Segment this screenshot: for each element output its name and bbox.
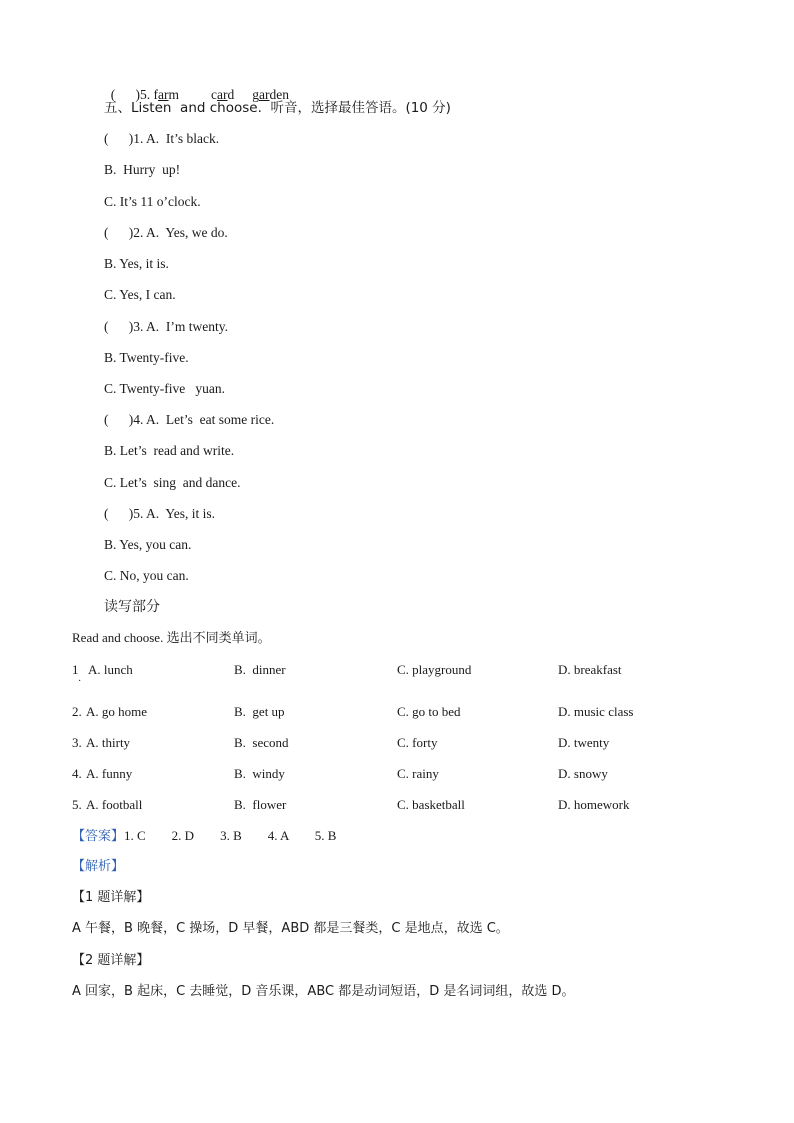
row2-option-c: C. go to bed xyxy=(397,704,461,719)
listen-q1-b: B. Hurry up! xyxy=(104,162,181,177)
section5-heading: 五、Listen and choose. 听音，选择最佳答语。(10 分) xyxy=(104,100,451,116)
answer-label: 【答案】 xyxy=(72,829,125,844)
listen-q3-b: B. Twenty-five. xyxy=(104,350,189,365)
word-garden: garden xyxy=(252,87,290,102)
listen-q1-a: ( )1. A. It’s black. xyxy=(104,131,220,146)
word-farm: farm xyxy=(153,87,180,102)
q1-detail-text: A 午餐，B 晚餐，C 操场，D 早餐，ABD 都是三餐类，C 是地点，故选 C。 xyxy=(72,921,509,936)
word-card: card xyxy=(211,87,235,102)
row1-num: 1 xyxy=(72,662,79,677)
row1-dot: · xyxy=(78,676,82,687)
row2-num: 2. xyxy=(72,704,85,719)
row1-option-b: B. dinner xyxy=(234,662,286,677)
row2-option-b: B. get up xyxy=(234,704,285,719)
analysis-label: 【解析】 xyxy=(72,859,125,874)
row4-num: 4. xyxy=(72,766,85,781)
row4-option-d: D. snowy xyxy=(558,766,608,781)
listen-q5-a: ( )5. A. Yes, it is. xyxy=(104,506,216,521)
row5-option-a: A. football xyxy=(86,797,143,812)
listen-q3-a: ( )3. A. I’m twenty. xyxy=(104,319,228,334)
row3-option-c: C. forty xyxy=(397,735,438,750)
listen-q4-b: B. Let’s read and write. xyxy=(104,443,235,458)
row3-num: 3. xyxy=(72,735,85,750)
row5-option-c: C. basketball xyxy=(397,797,465,812)
listen-q3-c: C. Twenty-five yuan. xyxy=(104,381,226,396)
listen-q4-a: ( )4. A. Let’s eat some rice. xyxy=(104,412,275,427)
q5-prefix: ( )5. xyxy=(110,87,154,102)
reading-instruction: Read and choose. 选出不同类单词。 xyxy=(72,630,271,645)
listen-q2-b: B. Yes, it is. xyxy=(104,256,169,271)
listen-q2-a: ( )2. A. Yes, we do. xyxy=(104,225,228,240)
row3-option-a: A. thirty xyxy=(86,735,131,750)
answer-line xyxy=(72,827,336,846)
row5-option-d: D. homework xyxy=(558,797,630,812)
row4-option-a: A. funny xyxy=(86,766,133,781)
row1-option-c: C. playground xyxy=(397,662,472,677)
row2-option-a: A. go home xyxy=(86,704,148,719)
row2-option-d: D. music class xyxy=(558,704,634,719)
q1-detail-heading: 【1 题详解】 xyxy=(72,890,150,905)
listen-q4-c: C. Let’s sing and dance. xyxy=(104,475,241,490)
row1-option-d: D. breakfast xyxy=(558,662,622,677)
row4-option-c: C. rainy xyxy=(397,766,439,781)
q2-detail-text: A 回家，B 起床，C 去睡觉，D 音乐课，ABC 都是动词短语，D 是名词词组，故选 D。 xyxy=(72,984,575,999)
listen-q5-c: C. No, you can. xyxy=(104,568,189,583)
q2-detail-heading: 【2 题详解】 xyxy=(72,953,150,968)
reading-title: 读写部分 xyxy=(104,599,160,615)
row5-option-b: B. flower xyxy=(234,797,287,812)
row5-num: 5. xyxy=(72,797,85,812)
answer-items: 1. C 2. D 3. B 4. A 5. B xyxy=(124,828,337,843)
listen-q5-b: B. Yes, you can. xyxy=(104,537,192,552)
row1-option-a: A. lunch xyxy=(88,662,133,677)
row3-option-d: D. twenty xyxy=(558,735,610,750)
listen-q2-c: C. Yes, I can. xyxy=(104,287,176,302)
row3-option-b: B. second xyxy=(234,735,289,750)
row4-option-b: B. windy xyxy=(234,766,285,781)
listen-q1-c: C. It’s 11 o’clock. xyxy=(104,194,201,209)
